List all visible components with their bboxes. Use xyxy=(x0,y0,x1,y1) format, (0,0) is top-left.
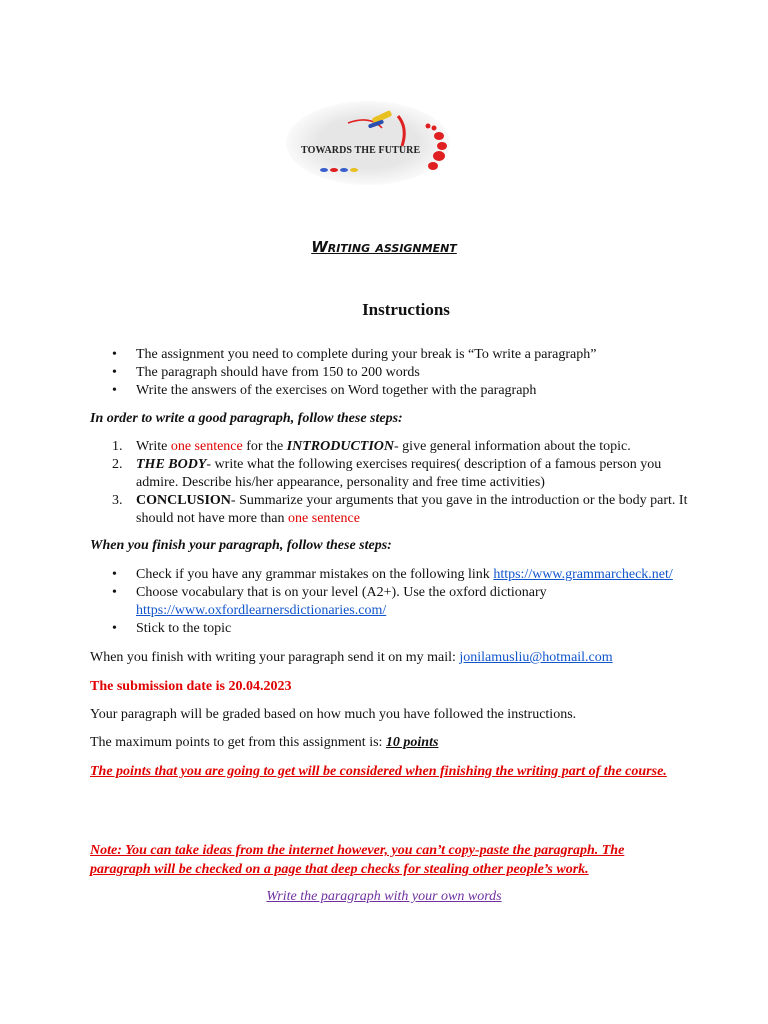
step-text: - Summarize your arguments that you gave in the introduction or the body part. It should not have more than xyxy=(136,493,688,526)
step-text: for the xyxy=(242,439,287,454)
step-keyword: THE BODY xyxy=(136,457,207,472)
list-item-text: Choose vocabulary that is on your level (A2+). Use the oxford dictionary xyxy=(136,585,547,600)
points-line xyxy=(90,734,710,752)
grading-text: Your paragraph will be graded based on how much you have followed the instructions. xyxy=(90,707,577,722)
list-item: • The assignment you need to complete during your break is “To write a paragraph” xyxy=(90,346,690,364)
list-item-text: Check if you have any grammar mistakes on the following link xyxy=(136,567,494,582)
step-text: - give general information about the topic. xyxy=(394,439,631,454)
mail-text: When you finish with writing your paragraph send it on my mail: xyxy=(90,650,460,665)
list-item xyxy=(90,584,690,620)
finish-heading: When you finish your paragraph, follow these steps: xyxy=(90,538,392,553)
list-item: • Write the answers of the exercises on Word together with the paragraph xyxy=(90,382,690,400)
submission-date: The submission date is 20.04.2023 xyxy=(90,679,292,694)
points-text: The maximum points to get from this assignment is: xyxy=(90,735,386,750)
step-text: - write what the following exercises requires( description of a famous person you admire. Describe his/her appearance, personality and free time activities) xyxy=(136,457,662,490)
step-number: 3. xyxy=(112,493,123,508)
step-keyword: INTRODUCTION xyxy=(286,439,395,454)
step-highlight: one sentence xyxy=(170,439,243,454)
steps-heading: In order to write a good paragraph, follow these steps: xyxy=(90,411,403,426)
list-item xyxy=(90,566,690,584)
oxford-dictionary-link[interactable]: https://www.oxfordlearnersdictionaries.com/ xyxy=(136,603,387,618)
step-text: Write xyxy=(136,439,171,454)
step-item xyxy=(90,456,690,492)
footprints-logo-icon xyxy=(284,100,452,186)
list-item: • Stick to the topic xyxy=(90,620,690,638)
final-instruction: Write the paragraph with your own words xyxy=(266,889,502,904)
grammarcheck-link[interactable]: https://www.grammarcheck.net/ xyxy=(493,567,673,582)
points-note: The points that you are going to get will be considered when finishing the writing part of the course. xyxy=(90,764,667,779)
plagiarism-note: Note: You can take ideas from the internet however, you can’t copy-paste the paragraph. The paragraph will be checked on a page that deep checks for stealing other people’s work. xyxy=(90,843,625,877)
intro-bullet-list xyxy=(90,346,690,400)
mail-line xyxy=(90,649,710,667)
list-item: • The paragraph should have from 150 to 200 words xyxy=(90,364,690,382)
page-title: Writing assignment xyxy=(311,238,457,256)
logo-text: TOWARDS THE FUTURE xyxy=(301,145,421,156)
step-item xyxy=(90,492,690,528)
steps-list xyxy=(90,438,690,528)
finish-bullet-list xyxy=(90,566,690,638)
step-number: 2. xyxy=(112,457,123,472)
logo xyxy=(284,100,452,186)
step-keyword: CONCLUSION xyxy=(136,493,231,508)
instructions-heading: Instructions xyxy=(362,300,450,319)
step-number: 1. xyxy=(112,439,123,454)
step-highlight: one sentence xyxy=(288,511,360,526)
points-value: 10 points xyxy=(385,735,439,750)
step-item xyxy=(90,438,690,456)
email-link[interactable]: jonilamusliu@hotmail.com xyxy=(459,650,613,665)
